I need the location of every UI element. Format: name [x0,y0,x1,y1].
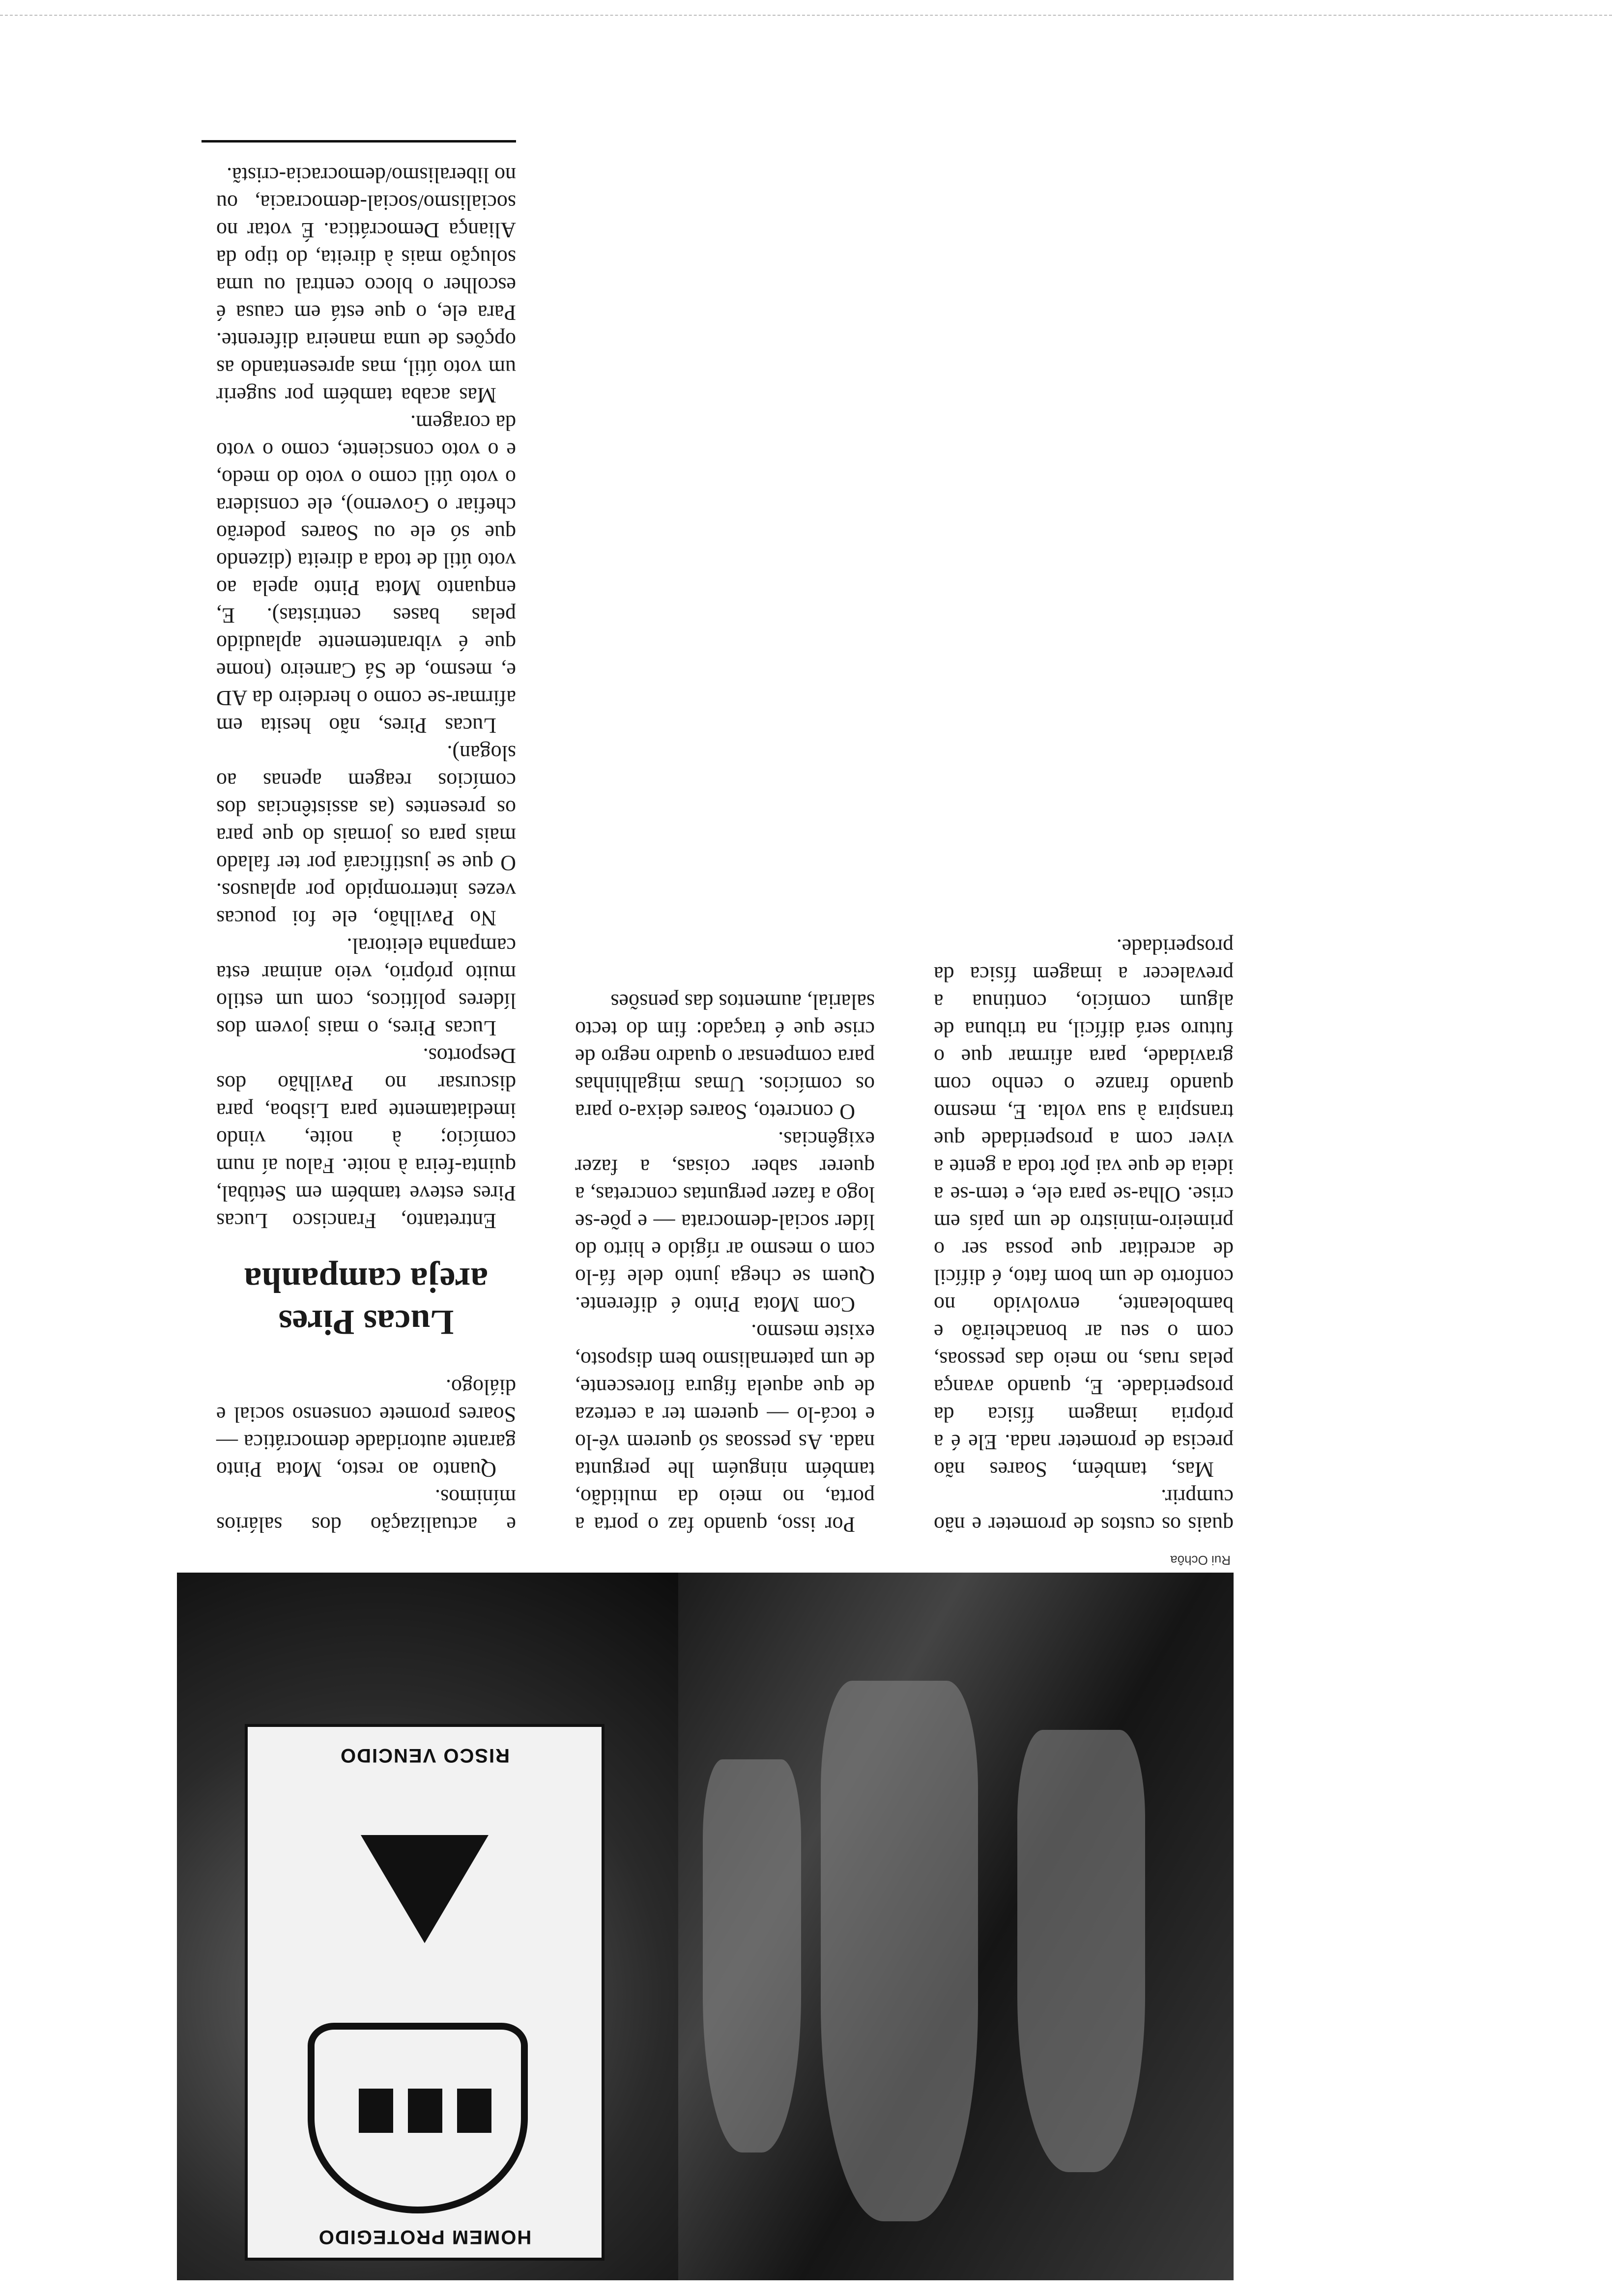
article-column-2 [575,988,875,1538]
paragraph: Com Mota Pinto é diferente. Quem se chega junto dele fá-lo com o mesmo ar rígido e hirto do líder social-democrata — e põe-se logo a fazer perguntas concretas, a querer saber coisas, a fazer exigências. [575,1127,875,1317]
subheading-line: Lucas Pires [278,1303,454,1342]
paragraph: Quanto ao resto, Mota Pinto garante autoridade democrática — Soares promete consenso social e diálogo. [216,1375,516,1482]
scan-top-edge [0,0,1612,16]
paragraph: Lucas Pires, o mais jovem dos líderes políticos, com um estilo muito próprio, veio animar esta campanha eleitoral. [216,934,516,1040]
newspaper-clipping [177,138,1234,2280]
sign-top-text: HOMEM PROTEGIDO [317,2226,532,2248]
paragraph: Lucas Pires, não hesita em afirmar-se como o herdeiro da AD e, mesmo, de Sá Carneiro (nome que é vibrantemente aplaudido pelas bases centristas). E, enquanto Mota Pinto apela ao voto útil de toda a direita (dizendo que só ele ou Soares poderão chefiar o Governo), ele considera o voto útil como o voto do medo, e o voto consciente, como o voto da coragem. [216,411,516,738]
section-subheading [216,1259,516,1344]
article-column-3 [216,161,516,1538]
article-column-1 [934,933,1234,1538]
safety-sign [245,1724,604,2261]
photo-crowd-area [678,1573,1234,2280]
warning-triangle-icon [361,1835,489,1943]
photo-credit: Rui Ochôa [1170,1553,1231,1568]
paragraph: No Pavilhão, ele foi poucas vezes interrompido por aplausos. O que se justificará por ter falado mais para os jornais do que para os presentes (as assistências dos comícios reagem apenas ao slogan). [216,741,516,930]
paragraph: Mas, também, Soares não precisa de prometer nada. Ele é a própria imagem física da prosperidade. E, quando avança pelas ruas, no meio das pessoas, com o seu ar bonacheirão e bamboleante, envolvido no conforto de um bom fato, é difícil de acreditar que possa ser o primeiro-ministro de um país em crise. Olha-se para ele, e tem-se a ideia de que vai pôr toda a gente a viver com a prosperidade que transpira à sua volta. E, mesmo quando franze o cenho com gravidade, para afirmar que o futuro será difícil, na tribuna de algum comício, continua a prevalecer a imagem física da prosperidade. [934,935,1234,1482]
column-end-rule [202,140,516,143]
photo-figure [703,1759,801,2152]
sign-bottom-text: RISCO VENCIDO [339,1745,510,1766]
helmet-icon [308,2023,528,2213]
subheading-line: areja campanha [244,1261,489,1300]
paragraph: Por isso, quando faz o porta a porta, no meio da multidão, também ninguém lhe pergunta nada. As pessoas só querem vê-lo e tocá-lo — querem ter a certeza de que aquela figura florescente, de um paternalismo bem disposto, existe mesmo. [575,1320,875,1537]
article-body [177,138,1234,1538]
paragraph: quais os custos de prometer e não cumprir. [934,1485,1234,1537]
news-photo [177,1573,1234,2280]
photo-figure [821,1681,978,2221]
photo-figure [1017,1730,1145,2172]
paragraph: Entretanto, Francisco Lucas Pires esteve também em Setúbal, quinta-feira à noite. Falou aí num comício; à noite, vindo imediatamente para Lisboa, para discursar no Pavilhão dos Desportos. [216,1044,516,1233]
paragraph: O concreto, Soares deixa-o para os comícios. Umas migalhinhas para compensar o quadro negro de crise que é traçado: fim do tecto salarial, aumentos das pensões [575,990,875,1124]
paragraph: Mas acaba também por sugerir um voto útil, mas apresentando as opções de uma maneira diferente. Para ele, o que está em causa é escolher o bloco central ou uma solução mais à direita, do tipo da Aliança Democrática. É votar no socialismo/social-democracia, ou no liberalismo/democracia-cristã. [216,163,516,407]
paragraph: e actualização dos salários mínimos. [216,1485,516,1537]
